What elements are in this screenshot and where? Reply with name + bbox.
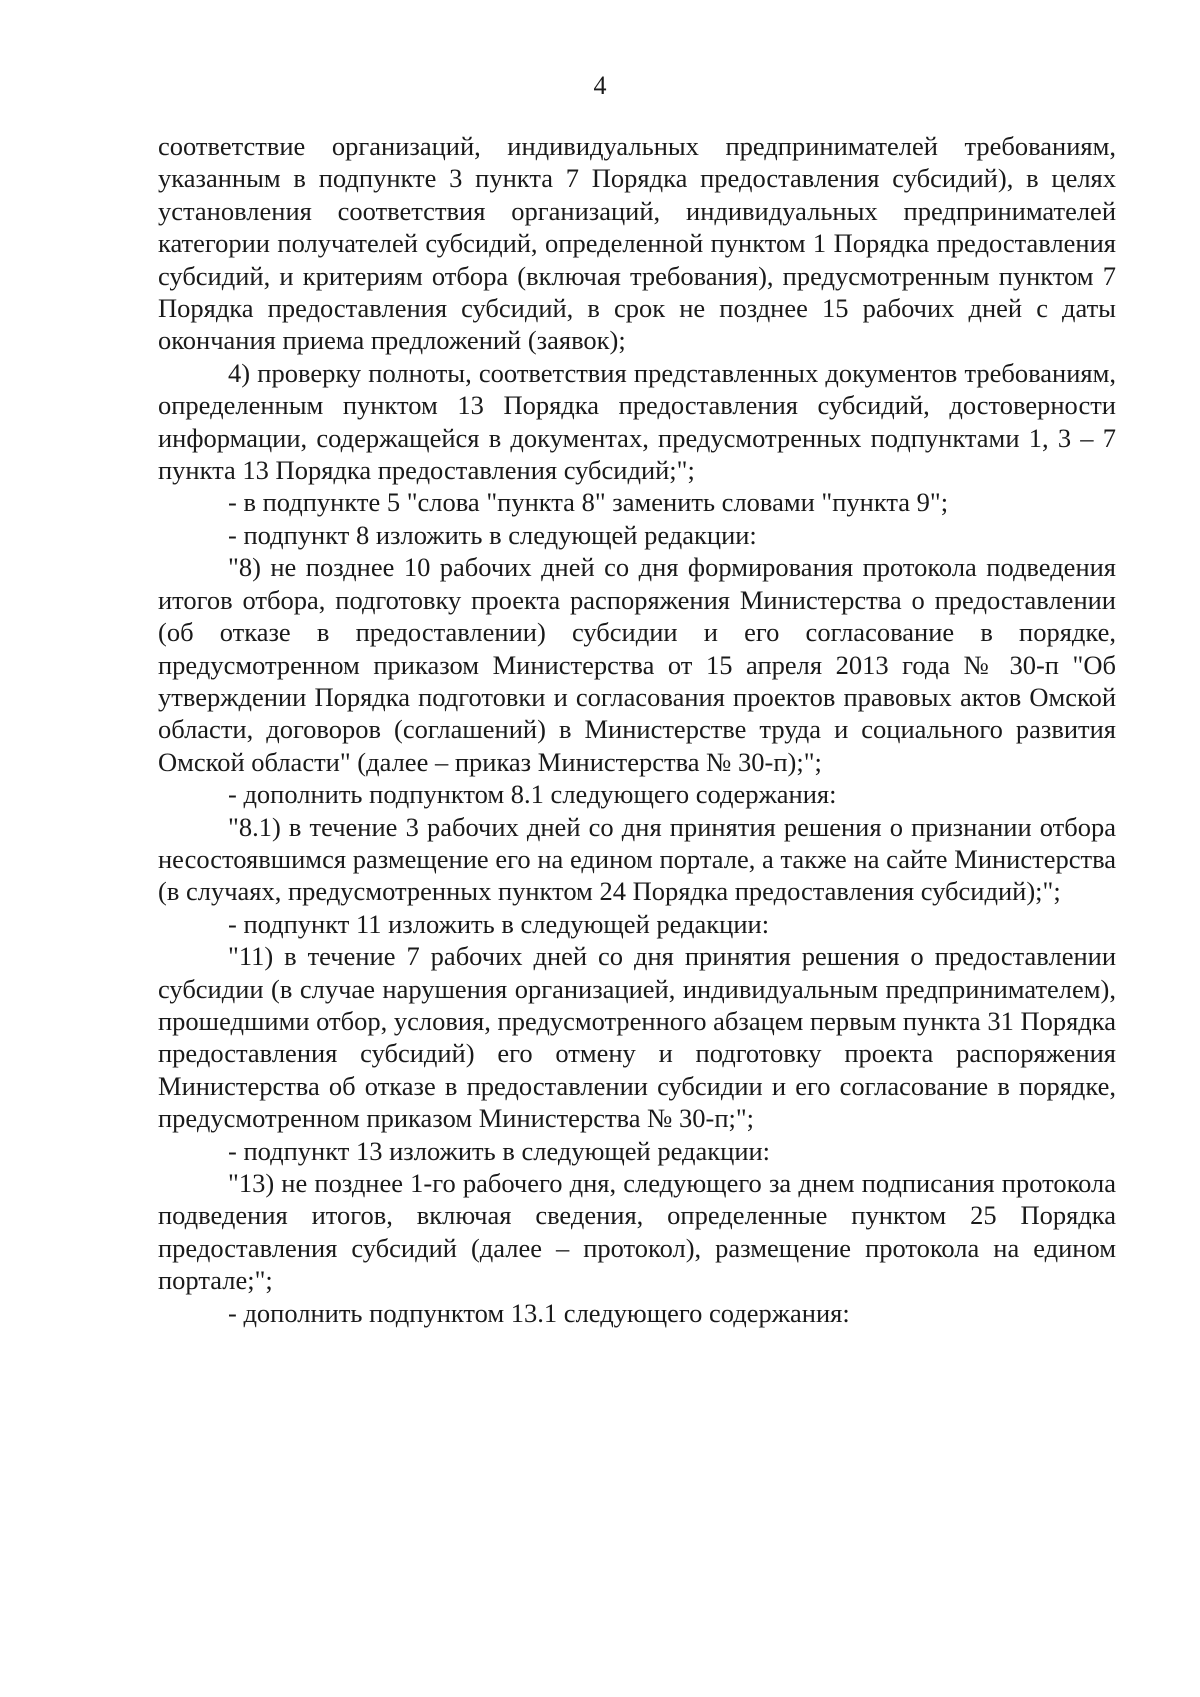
paragraph-amend-subitem-11: - подпункт 11 изложить в следующей редакции: bbox=[228, 908, 770, 939]
paragraph-continuation: соответствие организаций, индивидуальных предпринимателей требованиям, указанным в подпункте 3 пункта 7 Порядка предоставления субсидий), в целях установления соответствия организаций, индивидуальных предпринимателей категории получателей субсидий, определенной пунктом 1 Порядка предоставления субсидий, и критериям отбора (включая требования), предусмотренным пунктом 7 Порядка предоставления субсидий, в срок не позднее 15 рабочих дней с даты окончания приема предложений (заявок); bbox=[158, 131, 1116, 356]
paragraph-amend-subitem-5: - в подпункте 5 "слова "пункта 8" заменить словами "пункта 9"; bbox=[228, 487, 949, 518]
document-body bbox=[158, 130, 1116, 1329]
paragraph-add-subitem-13-1: - дополнить подпунктом 13.1 следующего содержания: bbox=[228, 1297, 850, 1328]
paragraph-amend-subitem-8: - подпункт 8 изложить в следующей редакции: bbox=[228, 519, 757, 550]
paragraph-subitem-13-text: "13) не позднее 1-го рабочего дня, следующего за днем подписания протокола подведения итогов, включая сведения, определенные пунктом 25 Порядка предоставления субсидий (далее – протокол), размещение протокола на едином портале;"; bbox=[158, 1168, 1116, 1296]
paragraph-add-subitem-8-1: - дополнить подпунктом 8.1 следующего содержания: bbox=[228, 779, 837, 810]
paragraph-subitem-8-1-text: "8.1) в течение 3 рабочих дней со дня принятия решения о признании отбора несостоявшимся размещение его на едином портале, а также на сайте Министерства (в случаях, предусмотренных пунктом 24 Порядка предоставления субсидий);"; bbox=[158, 811, 1116, 907]
paragraph-subitem-4: 4) проверку полноты, соответствия представленных документов требованиям, определенным пунктом 13 Порядка предоставления субсидий, достоверности информации, содержащейся в документах, предусмотренных подпунктами 1, 3 – 7 пункта 13 Порядка предоставления субсидий;"; bbox=[158, 357, 1116, 486]
paragraph-amend-subitem-13: - подпункт 13 изложить в следующей редакции: bbox=[228, 1135, 771, 1166]
paragraph-subitem-11-text: "11) в течение 7 рабочих дней со дня принятия решения о предоставлении субсидии (в случае нарушения организацией, индивидуальным предпринимателем), прошедшими отбор, условия, предусмотренного абзацем первым пункта 31 Порядка предоставления субсидий) его отмену и подготовку проекта распоряжения Министерства об отказе в предоставлении субсидии и его согласование в порядке, предусмотренном приказом Министерства № 30-п;"; bbox=[158, 941, 1116, 1134]
page-number: 4 bbox=[593, 71, 607, 100]
paragraph-subitem-8-text: "8) не позднее 10 рабочих дней со дня формирования протокола подведения итогов отбора, подготовку проекта распоряжения Министерства о предоставлении (об отказе в предоставлении) субсидии и его согласование в порядке, предусмотренном приказом Министерства от 15 апреля 2013 года № 30-п "Об утверждении Порядка подготовки и согласования проектов правовых актов Омской области, договоров (соглашений) в Министерстве труда и социального развития Омской области" (далее – приказ Министерства № 30-п);"; bbox=[158, 552, 1116, 777]
